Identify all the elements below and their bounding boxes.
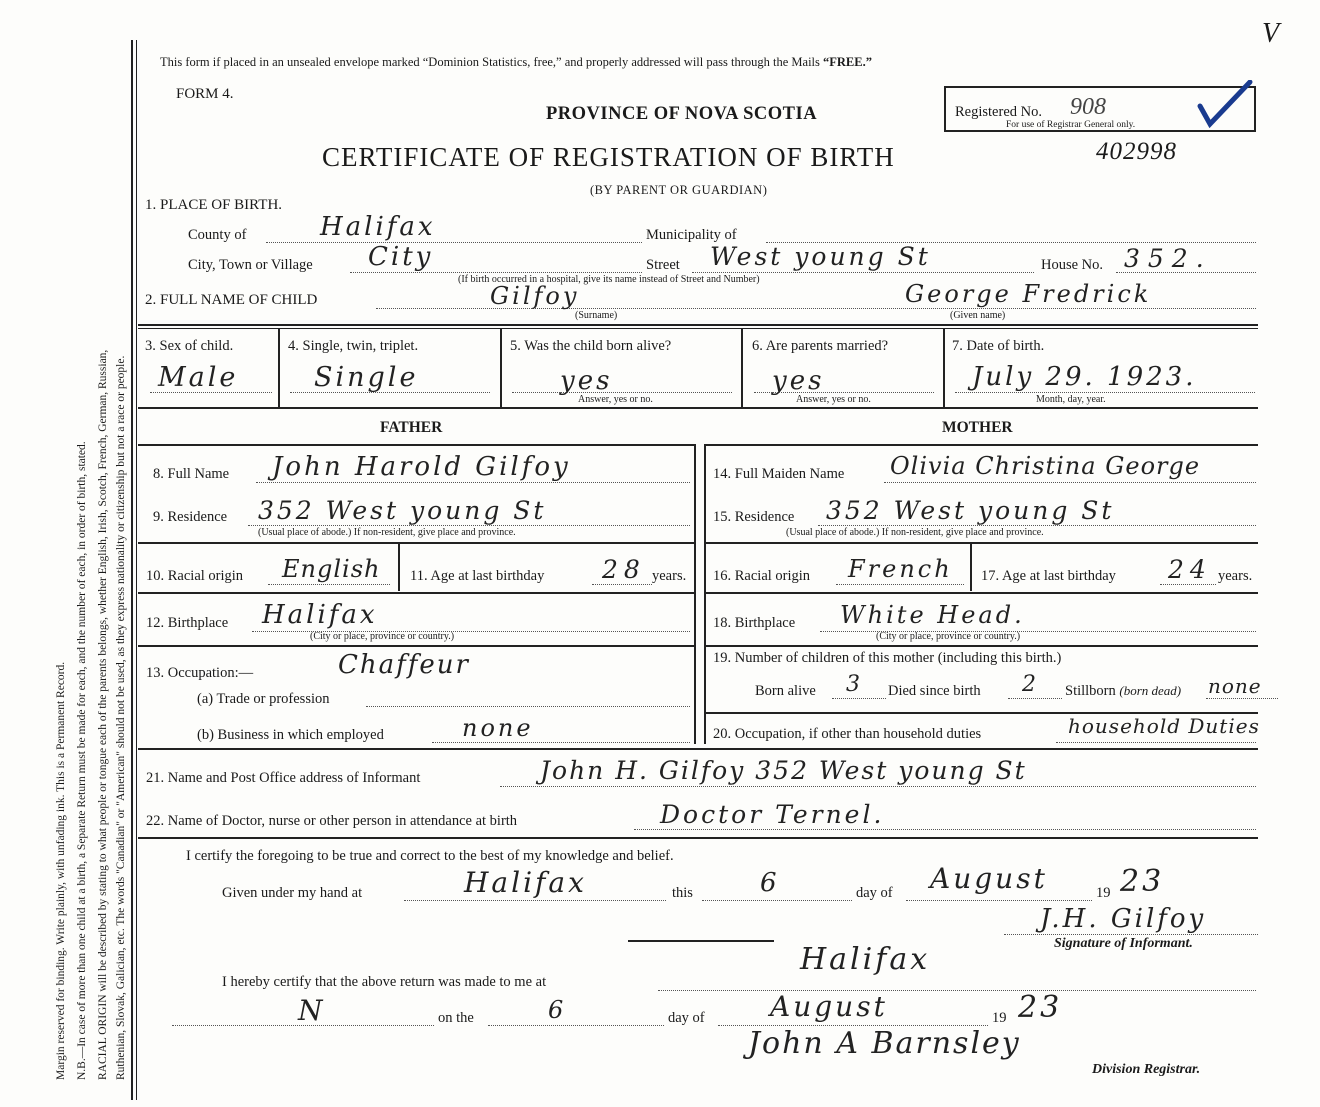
- county-label: County of: [188, 227, 247, 243]
- father-residence-label: 9. Residence: [153, 509, 228, 525]
- father-birthplace: Halifax: [262, 600, 378, 630]
- sex-label: 3. Sex of child.: [145, 338, 234, 354]
- informant-signature: J.H. Gilfoy: [1040, 904, 1207, 934]
- registrar-signature: John A Barnsley: [748, 1026, 1021, 1061]
- mother-name-label: 14. Full Maiden Name: [713, 466, 845, 482]
- dob-label: 7. Date of birth.: [952, 338, 1045, 354]
- city-value: City: [368, 242, 434, 272]
- born-alive-value: yes: [560, 366, 613, 396]
- return-day: 6: [548, 996, 567, 1024]
- certificate-title: CERTIFICATE OF REGISTRATION OF BIRTH: [322, 142, 895, 172]
- child-name-label: 2. FULL NAME OF CHILD: [145, 292, 318, 308]
- mother-occupation-label: 20. Occupation, if other than household duties: [713, 726, 982, 742]
- registered-value: 908: [1070, 94, 1106, 120]
- born-alive-label: 5. Was the child born alive?: [510, 338, 672, 354]
- on-the-label: on the: [438, 1010, 474, 1026]
- return-year: 23: [1018, 990, 1063, 1025]
- hospital-note: (If birth occurred in a hospital, give its name instead of Street and Number): [458, 274, 760, 285]
- street-value: West young St: [710, 242, 931, 271]
- child-surname: Gilfoy: [490, 282, 580, 310]
- registered-label: Registered No.: [955, 104, 1042, 120]
- certify-statement: I certify the foregoing to be true and correct to the best of my knowledge and belief.: [186, 848, 674, 864]
- informant-signature-caption: Signature of Informant.: [1054, 936, 1193, 951]
- surname-caption: (Surname): [575, 310, 618, 321]
- form-number: FORM 4.: [176, 86, 234, 102]
- city-label: City, Town or Village: [188, 257, 313, 273]
- mother-heading: MOTHER: [942, 419, 1013, 436]
- father-age-years: years.: [652, 568, 687, 584]
- given-year: 23: [1120, 864, 1165, 899]
- plurality-value: Single: [314, 362, 419, 393]
- return-label: I hereby certify that the above return was made to me at: [222, 974, 547, 990]
- mother-occupation: household Duties: [1068, 714, 1260, 738]
- mother-residence-label: 15. Residence: [713, 509, 795, 525]
- margin-note-3: RACIAL ORIGIN will be described by stating to what people or tongue each of the parents belongs, whether English, Irish, Scotch, French, German, Russian,: [97, 349, 109, 1080]
- house-label: House No.: [1041, 257, 1104, 273]
- mother-residence: 352 West young St: [826, 496, 1115, 525]
- alive-answer-caption: Answer, yes or no.: [578, 394, 653, 405]
- mother-race: French: [848, 555, 953, 583]
- doctor-label: 22. Name of Doctor, nurse or other person in attendance at birth: [146, 813, 518, 829]
- given-name-caption: (Given name): [950, 310, 1006, 321]
- mother-residence-caption: (Usual place of abode.) If non-resident, give place and province.: [786, 527, 1044, 538]
- married-answer-caption: Answer, yes or no.: [796, 394, 871, 405]
- born-alive-count-label: Born alive: [755, 683, 816, 699]
- born-alive-count: 3: [846, 672, 863, 697]
- mother-race-label: 16. Racial origin: [713, 568, 811, 584]
- doctor-value: Doctor Ternel.: [660, 800, 885, 829]
- father-age: 28: [602, 555, 646, 584]
- father-age-label: 11. Age at last birthday: [410, 568, 545, 584]
- return-month: August: [770, 990, 888, 1023]
- margin-rule: [131, 40, 133, 1100]
- return-day-of-label: day of: [668, 1010, 705, 1026]
- mother-name: Olivia Christina George: [890, 452, 1201, 480]
- stillborn-label: [1065, 683, 1181, 700]
- child-given-name: George Fredrick: [905, 280, 1152, 308]
- mother-age-years: years.: [1218, 568, 1253, 584]
- margin-note-4: Ruthenian, Slovak, Galician, etc. The words "Canadian" or "American" should not be used, as they express nationality or citizenship but not a race or people.: [115, 355, 127, 1080]
- province-heading: PROVINCE OF NOVA SCOTIA: [546, 104, 818, 124]
- mother-birthplace-label: 18. Birthplace: [713, 615, 796, 631]
- return-year-prefix: 19: [992, 1010, 1007, 1026]
- mail-notice: This form if placed in an unsealed envelope marked “Dominion Statistics, free,” and properly addressed will pass through the Mails “FREE.”: [160, 55, 872, 69]
- parents-married-label: 6. Are parents married?: [752, 338, 889, 354]
- dob-value: July 29. 1923.: [972, 362, 1197, 392]
- registrar-caption: Division Registrar.: [1092, 1062, 1201, 1077]
- margin-note-1: Margin reserved for binding. Write plainly, with unfading ink. This is a Permanent Record.: [55, 661, 67, 1080]
- margin-rule-inner: [136, 40, 137, 1100]
- father-name-label: 8. Full Name: [153, 466, 230, 482]
- plurality-label: 4. Single, twin, triplet.: [288, 338, 419, 354]
- father-heading: FATHER: [380, 419, 443, 436]
- mother-birthplace-caption: (City or place, province or country.): [876, 631, 1021, 642]
- mother-age: 24: [1168, 555, 1212, 584]
- registered-number-box: [944, 86, 1256, 132]
- children-count-label: 19. Number of children of this mother (including this birth.): [713, 650, 1062, 666]
- father-residence: 352 West young St: [258, 496, 547, 525]
- father-residence-caption: (Usual place of abode.) If non-resident, give place and province.: [258, 527, 516, 538]
- street-label: Street: [646, 257, 680, 273]
- registered-note: For use of Registrar General only.: [1006, 120, 1136, 130]
- stillborn-count: none: [1208, 674, 1262, 698]
- informant-value: John H. Gilfoy 352 West young St: [540, 756, 1027, 785]
- given-day: 6: [760, 868, 780, 898]
- business-label: (b) Business in which employed: [197, 727, 384, 743]
- trade-label: (a) Trade or profession: [197, 691, 330, 707]
- mother-birthplace: White Head.: [840, 601, 1025, 629]
- house-value: 352.: [1124, 244, 1212, 273]
- mother-age-label: 17. Age at last birthday: [981, 568, 1116, 584]
- corner-check-mark: V: [1262, 18, 1280, 49]
- return-mark: N: [298, 994, 326, 1027]
- given-under-label: Given under my hand at: [222, 885, 363, 901]
- parents-married-value: yes: [772, 366, 825, 396]
- father-occupation: Chaffeur: [338, 650, 470, 680]
- given-place: Halifax: [464, 866, 587, 899]
- return-place: Halifax: [800, 942, 931, 977]
- county-value: Halifax: [320, 212, 436, 242]
- stillborn-note: (born dead): [1119, 683, 1182, 698]
- father-business: none: [462, 714, 534, 742]
- this-label: this: [672, 885, 693, 901]
- died-count-label: Died since birth: [888, 683, 981, 699]
- given-month: August: [930, 862, 1048, 895]
- sex-value: Male: [158, 362, 239, 393]
- margin-note-2: N.B.—In case of more than one child at a birth, a Separate Return must be made for each, and the number of each, in order of birth, stated.: [76, 441, 88, 1080]
- certificate-subtitle: (BY PARENT OR GUARDIAN): [590, 183, 768, 197]
- father-birthplace-label: 12. Birthplace: [146, 615, 229, 631]
- stillborn-label-text: Stillborn: [1065, 683, 1116, 699]
- checkmark-icon: [1196, 80, 1256, 132]
- informant-label: 21. Name and Post Office address of Informant: [146, 770, 421, 786]
- cert-number: 402998: [1096, 138, 1177, 165]
- father-name: John Harold Gilfoy: [272, 452, 571, 482]
- municipality-label: Municipality of: [646, 227, 737, 243]
- place-of-birth-heading: 1. PLACE OF BIRTH.: [145, 197, 283, 213]
- dob-caption: Month, day, year.: [1036, 394, 1106, 405]
- died-count: 2: [1022, 672, 1039, 697]
- year-prefix: 19: [1096, 885, 1111, 901]
- day-of-label: day of: [856, 885, 893, 901]
- father-race: English: [282, 555, 381, 583]
- father-occupation-label: 13. Occupation:—: [146, 665, 254, 681]
- father-birthplace-caption: (City or place, province or country.): [310, 631, 455, 642]
- father-race-label: 10. Racial origin: [146, 568, 244, 584]
